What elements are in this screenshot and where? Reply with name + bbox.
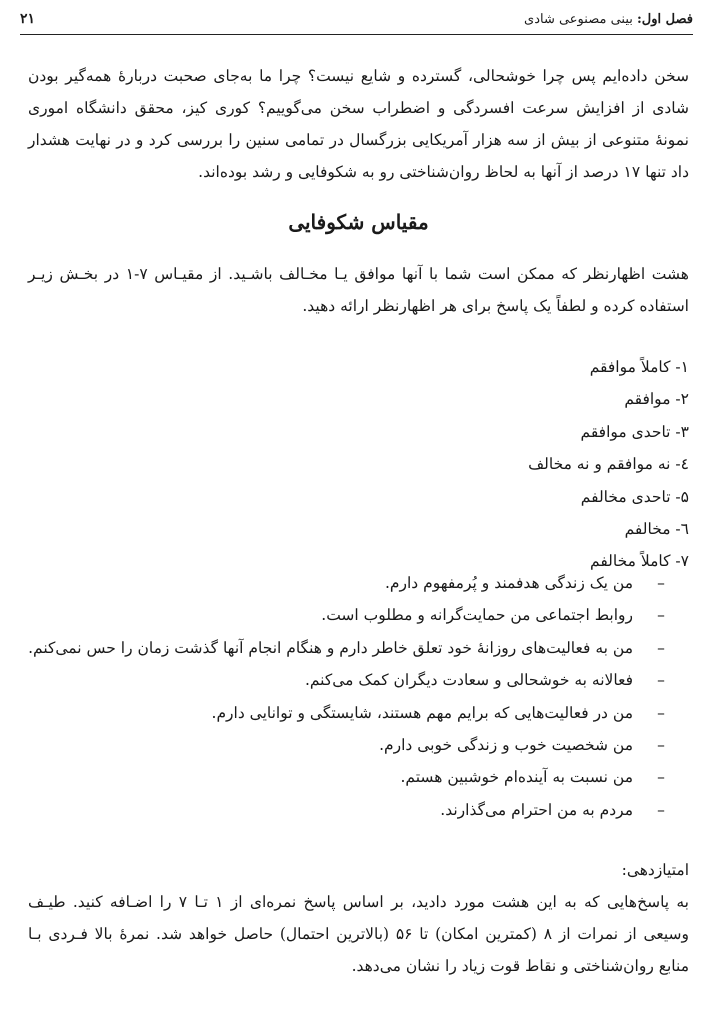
statement-item [28, 567, 689, 599]
statement-item [28, 761, 689, 793]
page-number: ۲۱ [20, 11, 36, 27]
dash-bullet: – [657, 671, 665, 690]
statement-item [28, 632, 689, 664]
statement-item [28, 729, 689, 761]
section-heading: مقیاس شکوفایی [288, 210, 429, 234]
statement-item [28, 697, 689, 729]
running-title [524, 12, 693, 27]
chapter-title: بینی مصنوعی شادی [524, 11, 637, 27]
scale-options-list [28, 351, 689, 578]
dash-bullet: – [657, 574, 665, 592]
statement-text: فعالانه به خوشحالی و سعادت دیگران کمک می‌کنم. [304, 671, 633, 690]
scoring-paragraph: به پاسخ‌هایی که به این هشت مورد دادید، بر اساس پاسخ نمره‌ای از ۱ تـا ۷ را اضـافه کنید. طیـف وسیعی از نمرات از ۸ (کمترین امکان) تا ۵۶ (بالاترین احتمال) حاصل خواهد شد. نمرهٔ بالا فـردی بـا منابع روان‌شناختی و نقاط قوت زیاد را نشان می‌دهد. [28, 893, 690, 975]
dash-bullet: – [657, 800, 665, 819]
statement-text: روابط اجتماعی من حمایت‌گرانه و مطلوب است. [321, 606, 633, 625]
dash-bullet: – [657, 736, 665, 755]
statement-text: مردم به من احترام می‌گذارند. [440, 800, 633, 819]
statement-item [28, 599, 689, 631]
dash-bullet: – [657, 703, 665, 722]
scale-option: ۵- تاحدی مخالفم [580, 487, 689, 506]
scale-option: ٤- نه موافقم و نه مخالف [528, 455, 689, 474]
statements-list [28, 567, 689, 826]
dash-bullet: – [657, 768, 665, 787]
scale-option: ٦- مخالفم [624, 520, 689, 539]
statement-text: من در فعالیت‌هایی که برایم مهم هستند، شایستگی و توانایی دارم. [211, 703, 633, 722]
scale-option: ۲- موافقم [624, 390, 689, 409]
page-header [20, 8, 693, 30]
statement-item [28, 664, 689, 696]
chapter-label: فصل اول: [637, 11, 693, 27]
statement-item [28, 794, 689, 826]
scale-option: ۷- کاملاً مخالفم [590, 552, 689, 571]
statement-text: من به فعالیت‌های روزانهٔ خود تعلق خاطر دارم و هنگام انجام آنها گذشت زمان را حس نمی‌کنم. [28, 638, 633, 657]
intro-paragraph: سخن داده‌ایم پس چرا خوشحالی، گسترده و شایع نیست؟ چرا ما به‌جای صحبت دربارهٔ همه‌گیر بودن شادی از افزایش سرعت افسردگی و اضطراب سخن می‌گوییم؟ کوری کیز، محقق دانشگاه اموری نمونهٔ متنوعی از بیش از سه هزار آمریکایی بزرگسال در تمامی سنین را بررسی کرد و در نهایت هشدار داد تنها ۱۷ درصد از آنها به لحاظ روان‌شناختی رو به شکوفایی و رشد بوده‌اند. [28, 67, 689, 181]
scoring-label: امتیازدهی: [621, 861, 689, 879]
dash-bullet: – [657, 638, 665, 657]
header-rule [20, 34, 693, 35]
instructions-paragraph: هشت اظهارنظر که ممکن است شما با آنها موافق یـا مخـالف باشـید. از مقیـاس ۷-۱ در بخـش زیـر استفاده کرده و لطفاً یک پاسخ برای هر اظهارنظر ارائه دهید. [28, 265, 689, 315]
scale-option: ۱- کاملاً موافقم [589, 358, 689, 376]
dash-bullet: – [657, 606, 665, 625]
statement-text: من یک زندگی هدفمند و پُرمفهوم دارم. [384, 574, 633, 592]
scale-option: ۳- تاحدی موافقم [580, 422, 689, 441]
statement-text: من شخصیت خوب و زندگی خوبی دارم. [379, 736, 633, 755]
statement-text: من نسبت به آینده‌ام خوشبین هستم. [400, 768, 633, 787]
